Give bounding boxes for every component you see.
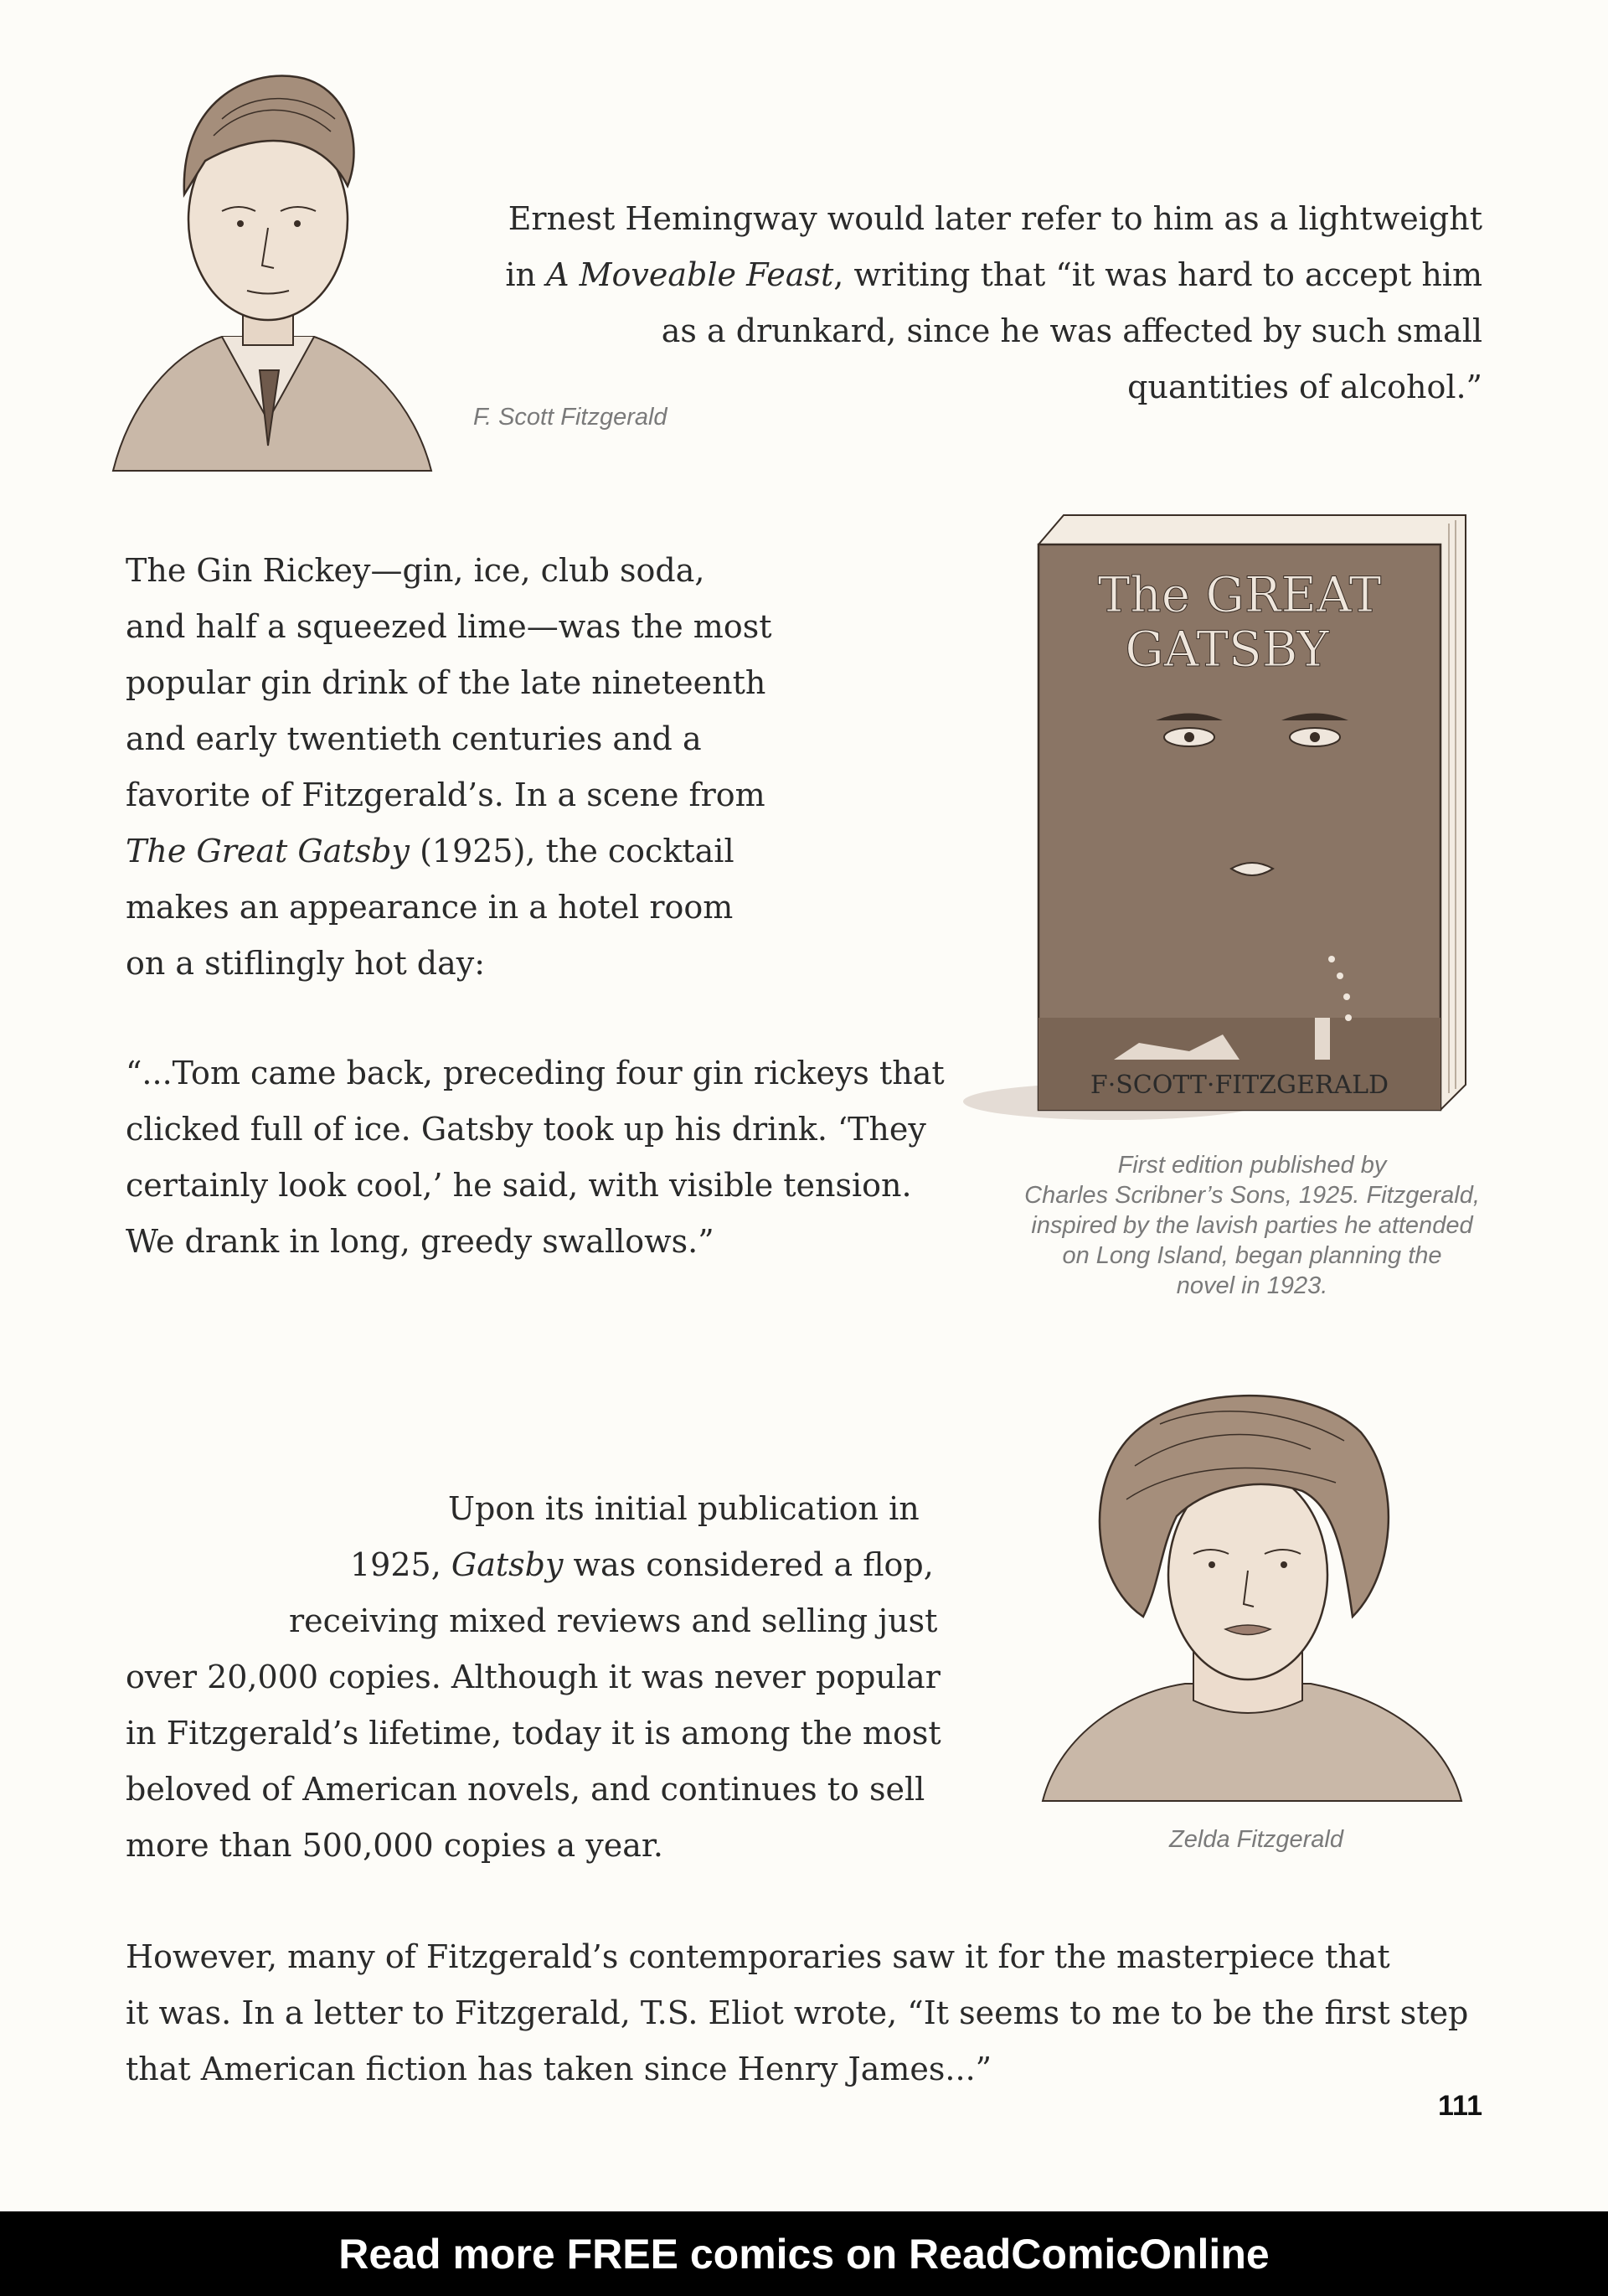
book-caption-line: on Long Island, began planning the xyxy=(1062,1242,1442,1269)
publication-line: 1925, Gatsby was considered a flop, xyxy=(350,1546,934,1583)
gin-rickey-line: makes an appearance in a hotel room xyxy=(126,889,734,926)
publication-line: in Fitzgerald’s lifetime, today it is among the most xyxy=(126,1715,941,1752)
intro-line: quantities of alcohol.” xyxy=(1127,369,1482,405)
book-caption-line: First edition published by xyxy=(1117,1152,1387,1179)
fitzgerald-portrait xyxy=(96,52,440,479)
cover-title-line2: GATSBY xyxy=(1125,621,1329,678)
eliot-line: it was. In a letter to Fitzgerald, T.S. Eliot wrote, “It seems to me to be the first step xyxy=(126,1994,1469,2031)
promo-banner[interactable] xyxy=(0,2211,1608,2296)
gin-rickey-line: The Great Gatsby (1925), the cocktail xyxy=(126,833,734,869)
book-caption-line: Charles Scribner’s Sons, 1925. Fitzgerald, xyxy=(1024,1182,1480,1209)
page-number: 111 xyxy=(1438,2090,1482,2122)
gin-rickey-paragraph xyxy=(126,543,771,992)
cover-title-line1: The GREAT xyxy=(1097,566,1382,623)
eliot-line: that American fiction has taken since Henry James...” xyxy=(126,2051,992,2087)
gin-rickey-line: popular gin drink of the late nineteenth xyxy=(126,664,766,701)
publication-paragraph xyxy=(126,1481,941,1874)
intro-line: Ernest Hemingway would later refer to him as a lightweight xyxy=(508,200,1482,237)
gin-rickey-line: The Gin Rickey—gin, ice, club soda, xyxy=(126,552,705,589)
fitzgerald-caption-text: F. Scott Fitzgerald xyxy=(473,404,667,431)
publication-line: Upon its initial publication in xyxy=(448,1490,920,1527)
gin-rickey-line: and early twentieth centuries and a xyxy=(126,720,702,757)
quote-line: We drank in long, greedy swallows.” xyxy=(126,1223,714,1260)
publication-line: over 20,000 copies. Although it was never popular xyxy=(126,1659,941,1695)
eliot-paragraph xyxy=(126,1929,1468,2097)
gin-rickey-line: on a stiflingly hot day: xyxy=(126,945,486,982)
quote-line: certainly look cool,’ he said, with visible tension. xyxy=(126,1167,912,1204)
great-gatsby-book-cover xyxy=(946,507,1491,1127)
publication-line: more than 500,000 copies a year. xyxy=(126,1827,663,1864)
publication-line: receiving mixed reviews and selling just xyxy=(289,1602,938,1639)
intro-line: as a drunkard, since he was affected by such small xyxy=(661,312,1482,349)
gin-rickey-line: and half a squeezed lime—was the most xyxy=(126,608,772,645)
quote-line: “...Tom came back, preceding four gin rickeys that xyxy=(126,1055,945,1091)
cover-author: F·SCOTT·FITZGERALD xyxy=(1090,1071,1389,1100)
quote-line: clicked full of ice. Gatsby took up his drink. ‘They xyxy=(126,1111,926,1148)
gin-rickey-line: favorite of Fitzgerald’s. In a scene from xyxy=(126,777,765,813)
eliot-line: However, many of Fitzgerald’s contemporaries saw it for the masterpiece that xyxy=(126,1938,1390,1975)
zelda-caption-text: Zelda Fitzgerald xyxy=(1169,1826,1343,1853)
publication-line: beloved of American novels, and continues to sell xyxy=(126,1771,925,1808)
zelda-portrait xyxy=(1034,1365,1470,1809)
promo-banner-text[interactable]: Read more FREE comics on ReadComicOnline xyxy=(338,2230,1270,2278)
intro-line: in A Moveable Feast, writing that “it was hard to accept him xyxy=(505,256,1482,293)
intro-paragraph xyxy=(505,191,1482,415)
book-caption xyxy=(1001,1150,1503,1301)
book-caption-line: novel in 1923. xyxy=(1176,1272,1328,1299)
gatsby-quote xyxy=(126,1045,945,1270)
book-caption-line: inspired by the lavish parties he attended xyxy=(1031,1212,1473,1239)
zelda-caption xyxy=(1085,1824,1428,1855)
